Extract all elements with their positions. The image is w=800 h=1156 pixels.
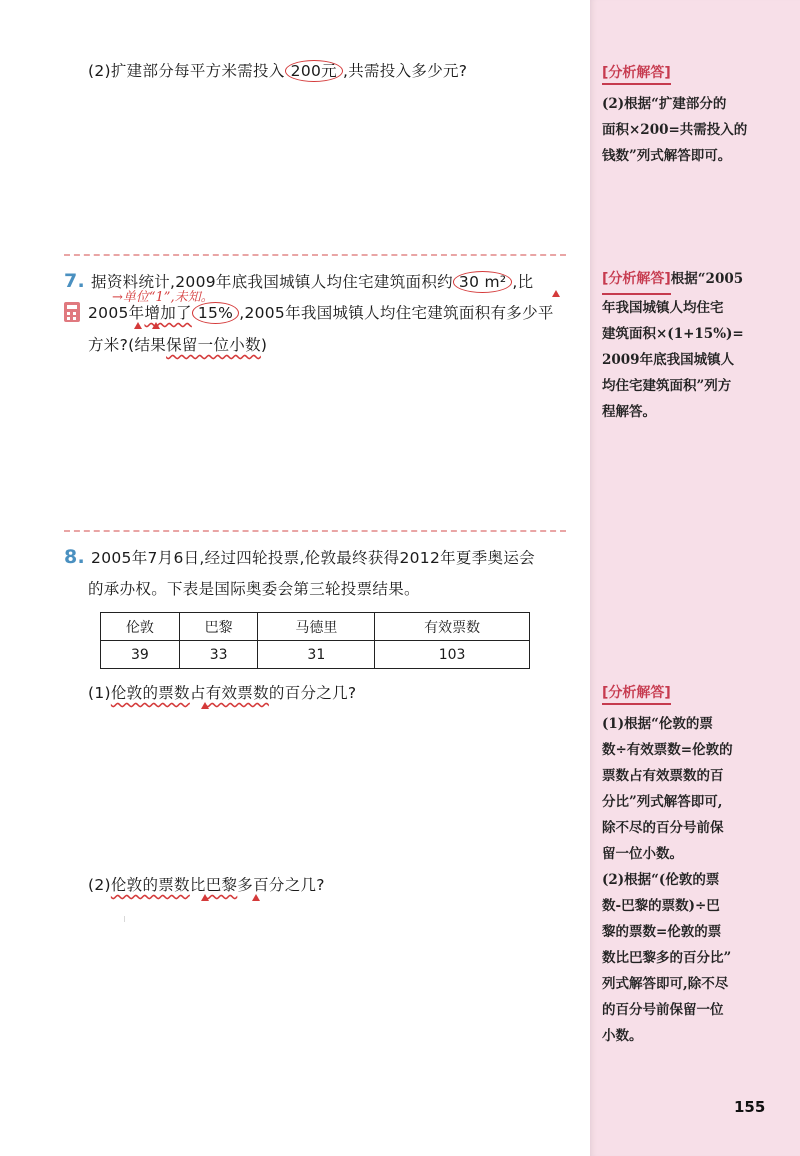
table-cell: 39 [101,641,180,669]
analysis-line: 数÷有效票数=伦敦的 [602,742,733,758]
scan-speck [124,916,125,922]
table-header-cell: 有效票数 [375,613,530,641]
q7-text: ,比 [512,273,534,291]
q7-circled-area: 30 m² [453,271,512,293]
vote-results-table [100,612,530,669]
analysis-line: 的百分号前保留一位 [602,1002,724,1018]
q8-text: (2) [88,876,111,894]
marker-icon [201,702,209,709]
analysis-line: 分比”列式解答即可, [602,794,723,810]
handwritten-note: →单位“1”,未知。 [112,290,214,305]
q7-text: 2005年 [88,304,145,322]
q8-text: 比 [189,876,206,894]
q7-keyword: 保留一位小数 [166,336,261,354]
section-divider [64,530,566,532]
analysis-line: 均住宅建筑面积”列方 [602,378,732,394]
analysis-line: 数比巴黎多的百分比” [602,950,732,966]
analysis-line: (2)根据“扩建部分的 [602,96,727,112]
q8-line1 [64,540,535,575]
q8-keyword: 有效票数 [205,684,269,702]
analysis-line: (1)根据“伦敦的票 [602,716,713,732]
q8-part1 [88,676,356,710]
q7-text: ,2005年我国城镇人均住宅建筑面积有多少平 [239,304,554,322]
table-row [101,641,530,669]
table-cell: 103 [375,641,530,669]
q8-keyword: 伦敦的票数 [110,684,190,702]
q8-keyword: 伦敦的票数 [110,876,190,894]
analysis-line: (2)根据“(伦敦的票 [602,872,720,888]
q7-text: 据资料统计,2009年底我国城镇人均住宅建筑面积约 [91,273,453,291]
table-header-cell: 巴黎 [179,613,258,641]
q8-keyword: 巴黎 [205,876,238,894]
q8-text: 的百分之几? [268,684,357,702]
analysis-line: 程解答。 [602,404,656,420]
q8-text: 2005年7月6日,经过四轮投票,伦敦最终获得2012年夏季奥运会 [91,549,535,567]
table-header-cell: 马德里 [258,613,375,641]
analysis-line: 根据“2005 [670,271,744,287]
analysis-line: 列式解答即可,除不尽 [602,976,729,992]
analysis-line: 面积×200=共需投入的 [602,122,748,138]
q6-circled-value: 200元 [285,60,343,82]
analysis-text [602,711,767,1049]
analysis-line: 小数。 [602,1028,643,1044]
analysis-line: 建筑面积×(1+15%)= [602,326,744,342]
marker-icon [552,290,560,297]
table-cell: 31 [258,641,375,669]
q7-text: 方米?(结果 [88,336,167,354]
analysis-line: 除不尽的百分号前保 [602,820,724,836]
q7-keyword: 增加了 [144,304,192,322]
analysis-line: 数-巴黎的票数)÷巴 [602,898,720,914]
marker-icon [201,894,209,901]
q7-number: 7. [64,270,86,292]
analysis-tag: [分析解答] [602,266,671,295]
table-header-cell: 伦敦 [101,613,180,641]
analysis-block-q7 [602,266,767,425]
q7-line3 [88,328,267,362]
q8-number: 8. [64,546,86,568]
analysis-tag: [分析解答] [602,682,671,705]
q7-text: ) [260,336,268,354]
marker-icon [252,894,260,901]
analysis-line: 黎的票数=伦敦的票 [602,924,722,940]
analysis-line: 钱数”列式解答即可。 [602,148,732,164]
table-cell: 33 [179,641,258,669]
q6-part2-text: (2)扩建部分每平方米需投入 [88,62,285,80]
page-number: 155 [734,1098,766,1116]
analysis-block-q8 [602,682,767,1049]
q8-text: (1) [88,684,111,702]
q8-line2: 的承办权。下表是国际奥委会第三轮投票结果。 [88,580,420,598]
analysis-line: 留一位小数。 [602,846,683,862]
q8-text: 多百分之几? [237,876,325,894]
analysis-line: 年我国城镇人均住宅 [602,300,724,316]
q7-circled-percent: 15% [192,302,239,324]
calculator-icon [64,302,80,322]
table-header-row [101,613,530,641]
analysis-text [602,91,767,169]
q6-part2 [88,54,467,88]
section-divider [64,254,566,256]
q6-part2-question: ,共需投入多少元? [342,62,468,80]
q8-text: 占 [189,684,206,702]
analysis-line: 2009年底我国城镇人 [602,352,735,368]
analysis-text [602,266,767,425]
analysis-block-q6 [602,62,767,169]
analysis-tag: [分析解答] [602,62,671,85]
analysis-line: 票数占有效票数的百 [602,768,724,784]
